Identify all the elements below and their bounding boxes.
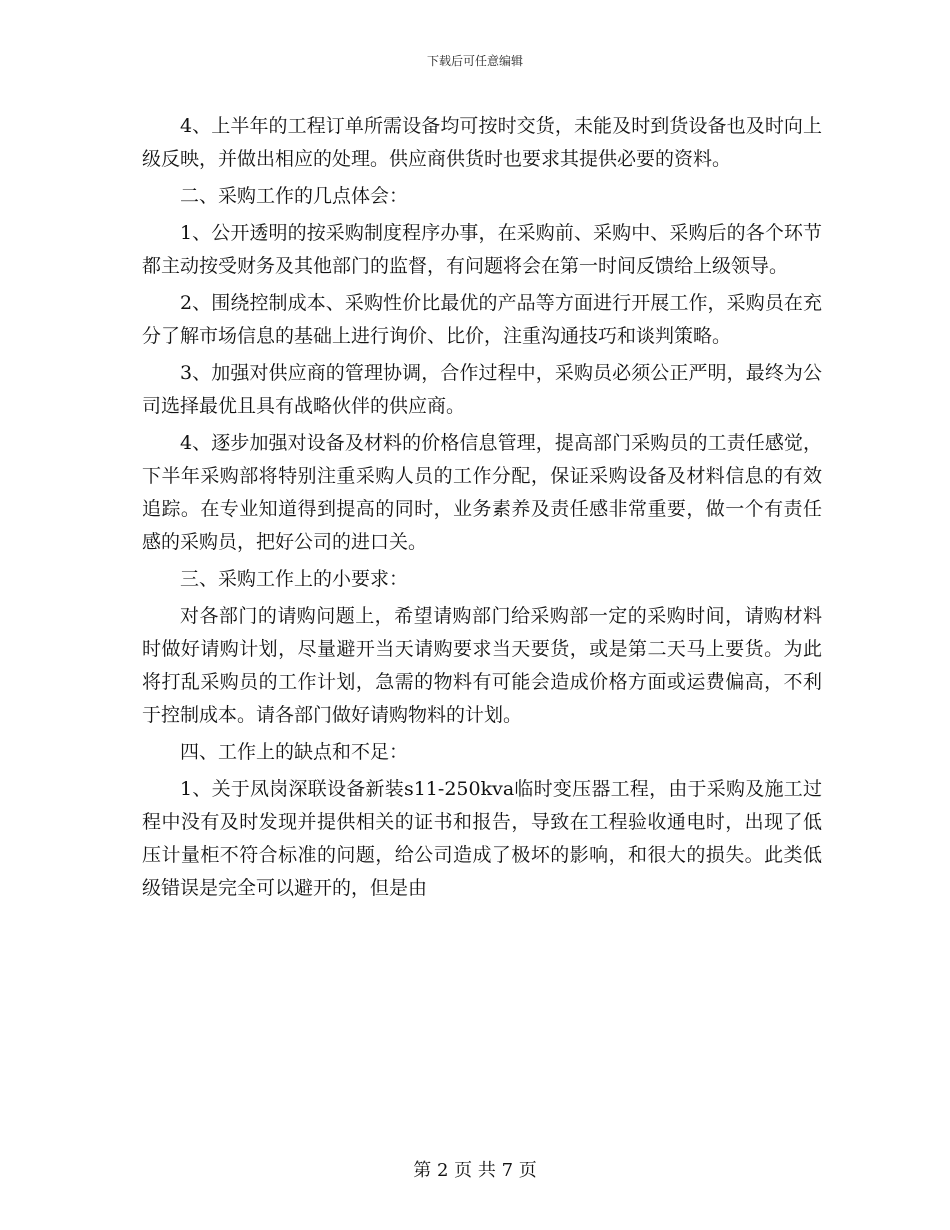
paragraph-transparency: 1、公开透明的按采购制度程序办事，在采购前、采购中、采购后的各个环节都主动按受财务及其他部门的监督，有问题将会在第一时间反馈给上级领导。 (142, 222, 822, 277)
paragraph-cost-control: 2、围绕控制成本、采购性价比最优的产品等方面进行开展工作，采购员在充分了解市场信息的基础上进行询价、比价，注重沟通技巧和谈判策略。 (142, 292, 822, 347)
paragraph-price-information: 4、逐步加强对设备及材料的价格信息管理，提高部门采购员的工责任感觉，下半年采购部将特别注重采购人员的工作分配，保证采购设备及材料信息的有效追踪。在专业知道得到提高的同时，业务素养及责任感非常重要，做一个有责任感的采购员，把好公司的进口关。 (142, 432, 822, 553)
paragraph-purchase-requests: 对各部门的请购问题上，希望请购部门给采购部一定的采购时间，请购材料时做好请购计划，尽量避开当天请购要求当天要货，或是第二天马上要货。为此将打乱采购员的工作计划，急需的物料有可能会造成价格方面或运费偏高，不利于控制成本。请各部门做好请购物料的计划。 (142, 605, 822, 726)
section-heading-requirements: 三、采购工作上的小要求： (180, 568, 409, 590)
section-heading-experience: 二、采购工作的几点体会： (180, 185, 409, 207)
page-number: 第 2 页 共 7 页 (413, 1160, 537, 1181)
section-heading-shortcomings: 四、工作上的缺点和不足： (180, 741, 409, 763)
page-header: 下载后可任意编辑 (426, 54, 523, 68)
paragraph-transformer-project: 1、关于凤岗深联设备新装s11-250kva临时变压器工程，由于采购及施工过程中没有及时发现并提供相关的证书和报告，导致在工程验收通电时，出现了低压计量柜不符合标准的问题，给公司造成了极坏的影响，和很大的损失。此类低级错误是完全可以避开的，但是由 (142, 778, 822, 899)
paragraph-supplier-management: 3、加强对供应商的管理协调，合作过程中，采购员必须公正严明，最终为公司选择最优且具有战略伙伴的供应商。 (142, 362, 822, 417)
document-body (142, 110, 822, 909)
paragraph-delivery: 4、上半年的工程订单所需设备均可按时交货，未能及时到货设备也及时向上级反映，并做出相应的处理。供应商供货时也要求其提供必要的资料。 (142, 115, 822, 170)
